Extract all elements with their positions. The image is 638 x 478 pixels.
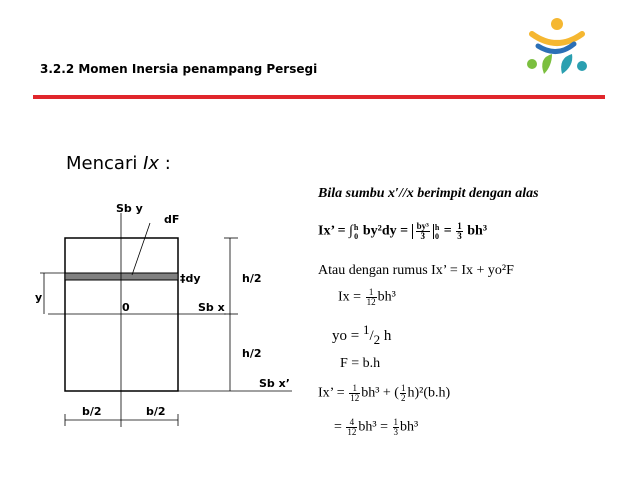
page-heading	[66, 153, 171, 174]
dF-leader	[132, 223, 150, 275]
equation-1	[318, 222, 487, 241]
eq1-lhs: Ix’ = ∫	[318, 223, 353, 239]
label-b2-right: b/2	[146, 405, 166, 418]
institution-logo	[522, 14, 592, 80]
eq1-eq: =	[440, 223, 456, 239]
heading-suffix: :	[159, 153, 171, 174]
eq1-result: bh³	[463, 223, 488, 239]
strip-dF	[65, 273, 178, 280]
label-sb-x: Sb x	[198, 301, 225, 314]
ix-prime-formula: Ix’ = $\frac{1}{12}$ bh³ + ( $\frac{1}{2}$ h)²(b.h)	[318, 383, 451, 403]
eq1-lim-top: h	[353, 222, 359, 232]
ix-formula: Ix = $\frac{1}{12}$ bh³	[338, 287, 396, 307]
section-title: 3.2.2 Momen Inersia penampang Persegi	[40, 62, 318, 76]
label-dF: dF	[164, 213, 180, 226]
eq1-lim-bot: 0	[354, 231, 359, 241]
eq1-body: by²dy =	[359, 223, 412, 239]
eq1-third-den: 3	[457, 231, 462, 241]
header-divider	[33, 95, 605, 99]
label-dy: ‡dy	[180, 272, 201, 285]
logo-leaf-teal	[561, 54, 572, 74]
label-h2-bottom: h/2	[242, 347, 262, 360]
f-formula: F = b.h	[340, 356, 381, 371]
logo-dot-teal	[577, 61, 587, 71]
label-zero: 0	[122, 301, 130, 314]
line-2: Atau dengan rumus Ix’ = Ix + yo²F	[318, 263, 514, 278]
eq1-frac-den: 3	[420, 231, 425, 241]
final-formula: = $\frac{4}{12}$ bh³ = $\frac{1}{3}$ bh³	[334, 417, 419, 437]
label-h2-top: h/2	[242, 272, 262, 285]
eq1-frac-num: by³	[416, 221, 429, 231]
heading-prefix: Mencari	[66, 153, 144, 174]
intro-line: Bila sumbu x′//x berimpit dengan alas	[318, 186, 539, 201]
rectangle-section-diagram	[30, 195, 300, 435]
logo-dot-green	[527, 59, 537, 69]
yo-formula: yo = $^1/_2$ h	[332, 322, 392, 347]
label-sb-y: Sb y	[116, 202, 143, 215]
section-rectangle	[65, 238, 178, 391]
logo-head	[551, 18, 563, 30]
eq1-eval-bot: 0	[435, 231, 440, 241]
eq1-eval-top: h	[434, 222, 440, 232]
heading-variable: Ix	[143, 153, 160, 174]
label-y: y	[35, 291, 43, 304]
label-sb-x-prime: Sb x’	[259, 377, 290, 390]
eq1-third-num: 1	[457, 221, 462, 231]
logo-leaf-green	[542, 54, 552, 74]
label-b2-left: b/2	[82, 405, 102, 418]
